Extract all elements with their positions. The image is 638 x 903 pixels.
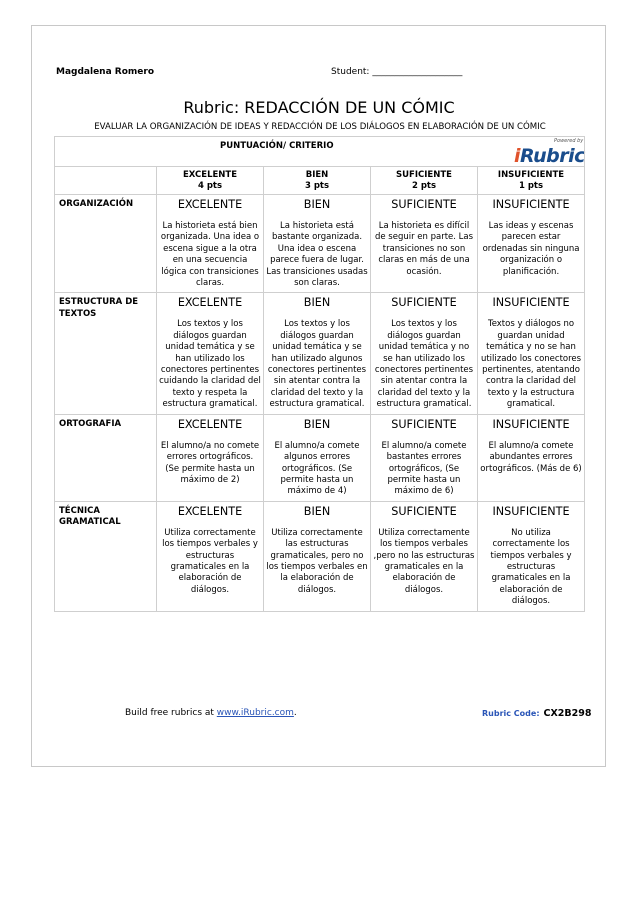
rubric-cell[interactable]: INSUFICIENTE El alumno/a comete abundantes errores ortográficos. (Más de 6) — [478, 414, 585, 501]
rubric-cell[interactable]: BIEN La historieta está bastante organizada. Una idea o escena parece fuera de lugar. Las transiciones usadas son claras. — [264, 195, 371, 293]
rubric-subtitle: EVALUAR LA ORGANIZACIÓN DE IDEAS Y REDACCIÓN DE LOS DIÁLOGOS EN ELABORACIÓN DE UN CÓMIC — [94, 122, 546, 132]
rubric-cell[interactable]: EXCELENTE El alumno/a no comete errores ortográficos. (Se permite hasta un máximo de 2) — [157, 414, 264, 501]
level-header: BIEN 3 pts — [264, 167, 371, 195]
rubric-cell[interactable]: INSUFICIENTE Textos y diálogos no guardan unidad temática y no se han utilizado los conectores pertinentes, atentando contra la claridad del texto y la estructura gramatical. — [478, 293, 585, 414]
rubric-cell[interactable]: EXCELENTE La historieta está bien organizada. Una idea o escena sigue a la otra en una secuencia lógica con transiciones claras. — [157, 195, 264, 293]
author-name: Magdalena Romero — [56, 67, 155, 77]
rubric-cell[interactable]: SUFICIENTE Utiliza correctamente los tiempos verbales ,pero no las estructuras gramaticales en la elaboración de diálogos. — [371, 501, 478, 611]
rubric-table — [54, 136, 585, 612]
irubric-link[interactable]: www.iRubric.com — [216, 708, 294, 718]
rubric-cell[interactable]: BIEN El alumno/a comete algunos errores ortográficos. (Se permite hasta un máximo de 4) — [264, 414, 371, 501]
rubric-code: Rubric Code: CX2B298 — [482, 708, 592, 719]
logo-brand-text: iRubric — [514, 145, 585, 167]
table-row — [55, 293, 585, 414]
rubric-cell[interactable]: SUFICIENTE La historieta es difícil de seguir en parte. Las transiciones no son claras en más de una ocasión. — [371, 195, 478, 293]
levels-blank-cell — [55, 167, 157, 195]
rubric-cell[interactable]: SUFICIENTE El alumno/a comete bastantes errores ortográficos, (Se permite hasta un máximo de 6) — [371, 414, 478, 501]
criterion-name: ORTOGRAFIA — [55, 414, 157, 501]
rubric-title: Rubric: REDACCIÓN DE UN CÓMIC — [183, 98, 455, 117]
level-header: SUFICIENTE 2 pts — [371, 167, 478, 195]
rubric-cell[interactable]: EXCELENTE Utiliza correctamente los tiempos verbales y estructuras gramaticales en la elaboración de diálogos. — [157, 501, 264, 611]
levels-row — [55, 167, 585, 195]
criterion-name: TÉCNICA GRAMATICAL — [55, 501, 157, 611]
criterion-name: ESTRUCTURA DE TEXTOS — [55, 293, 157, 414]
table-row — [55, 501, 585, 611]
rubric-cell[interactable]: EXCELENTE Los textos y los diálogos guardan unidad temática y se han utilizado los conectores pertinentes cuidando la claridad del texto y respeta la estructura gramatical. — [157, 293, 264, 414]
rubric-cell[interactable]: BIEN Los textos y los diálogos guardan unidad temática y se han utilizado algunos conectores pertinentes sin atentar contra la claridad del texto y la estructura gramatical. — [264, 293, 371, 414]
footer-build-text: Build free rubrics at www.iRubric.com. — [125, 708, 297, 718]
table-row — [55, 195, 585, 293]
criteria-header: PUNTUACIÓN/ CRITERIO — [55, 137, 585, 167]
rubric-cell[interactable]: INSUFICIENTE Las ideas y escenas parecen estar ordenadas sin ninguna organización o planificación. — [478, 195, 585, 293]
rubric-cell[interactable]: SUFICIENTE Los textos y los diálogos guardan unidad temática y no se han utilizado los conectores pertinentes sin atentar contra la claridad del texto y la estructura gramatical. — [371, 293, 478, 414]
table-row — [55, 414, 585, 501]
rubric-cell[interactable]: INSUFICIENTE No utiliza correctamente los tiempos verbales y estructuras gramaticales en la elaboración de diálogos. — [478, 501, 585, 611]
criterion-name: ORGANIZACIÓN — [55, 195, 157, 293]
rubric-code-value: CX2B298 — [543, 708, 592, 719]
student-field[interactable]: Student: ____________________ — [331, 67, 463, 77]
criteria-header-row — [55, 137, 585, 167]
level-header: INSUFICIENTE 1 pts — [478, 167, 585, 195]
level-header: EXCELENTE 4 pts — [157, 167, 264, 195]
logo-powered-text: Powered by — [554, 138, 584, 144]
rubric-cell[interactable]: BIEN Utiliza correctamente las estructuras gramaticales, pero no los tiempos verbales en la elaboración de diálogos. — [264, 501, 371, 611]
